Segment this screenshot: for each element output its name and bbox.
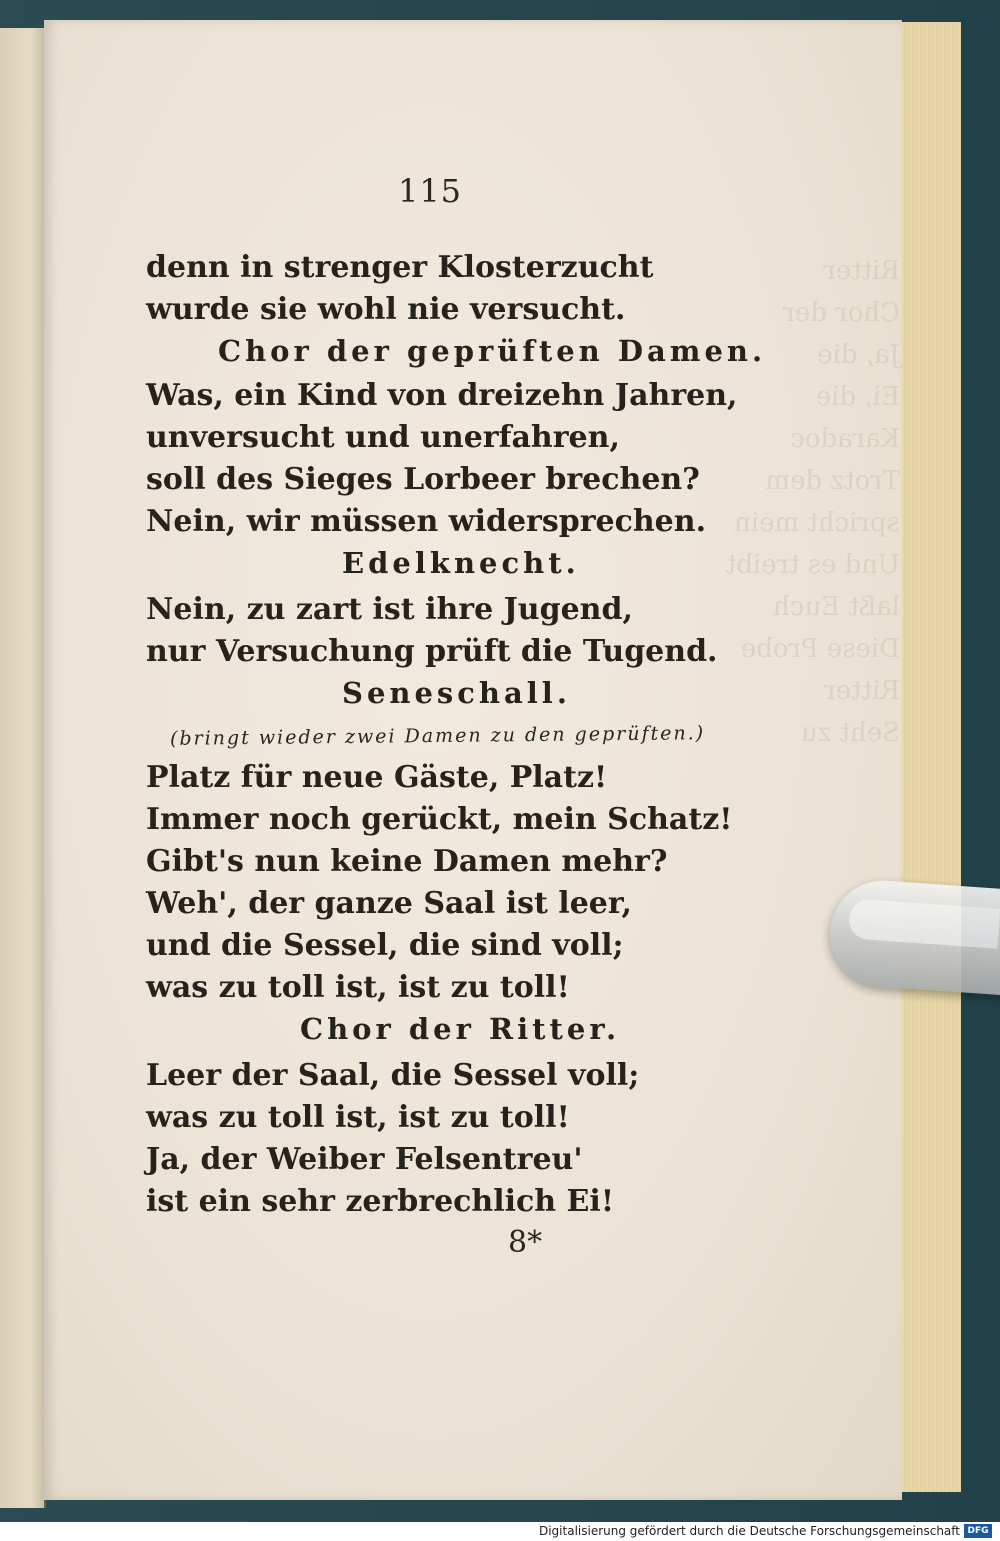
- verse-line-7: Nein, zu zart ist ihre Jugend,: [146, 592, 633, 627]
- verse-line-17: Ja, der Weiber Felsentreu': [146, 1142, 583, 1177]
- verse-line-14: was zu toll ist, ist zu toll!: [146, 970, 570, 1005]
- speaker-heading-2: Edelknecht.: [342, 546, 580, 580]
- verse-line-18: ist ein sehr zerbrechlich Ei!: [146, 1184, 614, 1219]
- speaker-heading-4: Chor der Ritter.: [300, 1012, 621, 1046]
- verse-line-2: wurde sie wohl nie versucht.: [146, 292, 626, 327]
- verse-line-9: Platz für neue Gäste, Platz!: [146, 760, 608, 795]
- funding-credit: Digitalisierung gefördert durch die Deutsche Forschungsgemeinschaft: [538, 1524, 960, 1538]
- page-edges: [898, 22, 961, 1492]
- verse-line-3: Was, ein Kind von dreizehn Jahren,: [146, 378, 738, 413]
- verse-line-8: nur Versuchung prüft die Tugend.: [146, 634, 718, 669]
- speaker-heading-3: Seneschall.: [342, 676, 571, 710]
- verse-line-4: unversucht und unerfahren,: [146, 420, 620, 455]
- verse-line-16: was zu toll ist, ist zu toll!: [146, 1100, 570, 1135]
- verse-line-11: Gibt's nun keine Damen mehr?: [146, 844, 668, 879]
- left-page-edge: [0, 28, 46, 1508]
- page-number: 115: [397, 172, 463, 210]
- verse-line-10: Immer noch gerückt, mein Schatz!: [146, 802, 733, 837]
- catchword: 8*: [508, 1225, 543, 1260]
- show-through-text: Ritter Chor der Ja, die Ei, die Karadoc Trotz dem spricht mein Und es treibt laßt Euch Diese Probe Ritter Seht zu: [725, 256, 900, 748]
- verse-line-12: Weh', der ganze Saal ist leer,: [146, 886, 632, 921]
- verse-line-6: Nein, wir müssen widersprechen.: [146, 504, 707, 539]
- dfg-logo: DFG: [964, 1524, 992, 1538]
- speaker-heading-1: Chor der geprüften Damen.: [218, 334, 767, 368]
- verse-line-15: Leer der Saal, die Sessel voll;: [146, 1058, 640, 1093]
- footer-bar: [0, 1522, 1000, 1541]
- verse-line-5: soll des Sieges Lorbeer brechen?: [146, 462, 700, 497]
- stage-direction: (bringt wieder zwei Damen zu den geprüften.): [169, 722, 706, 750]
- verse-line-13: und die Sessel, die sind voll;: [146, 928, 624, 963]
- verse-line-1: denn in strenger Klosterzucht: [146, 250, 654, 285]
